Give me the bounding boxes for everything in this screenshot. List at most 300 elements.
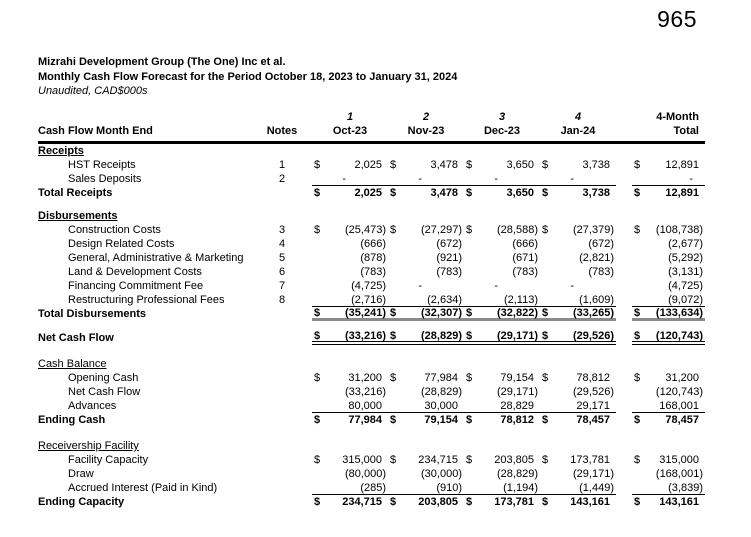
cell-value: (672) bbox=[588, 238, 614, 250]
cell-value: 30,000 bbox=[424, 399, 458, 412]
month-header: Dec-23 bbox=[483, 125, 521, 137]
dollar-sign: $ bbox=[634, 159, 641, 171]
total-cell bbox=[632, 467, 705, 481]
total-value: (4,725) bbox=[668, 280, 703, 292]
cell-value: (29,526) bbox=[573, 330, 614, 342]
month-cell bbox=[464, 467, 540, 481]
label-column-header: Cash Flow Month End bbox=[38, 125, 153, 137]
dollar-sign: $ bbox=[314, 414, 321, 426]
dollar-sign: $ bbox=[542, 330, 549, 342]
dollar-sign: $ bbox=[466, 306, 473, 319]
month-cell bbox=[540, 293, 616, 307]
row-label: Cash Balance bbox=[38, 358, 107, 370]
month-cell bbox=[312, 209, 388, 223]
month-cell bbox=[540, 481, 616, 495]
cell-value: (30,000) bbox=[421, 468, 462, 480]
cell-value: - bbox=[494, 172, 498, 185]
dollar-sign: $ bbox=[314, 224, 321, 236]
month-cell bbox=[312, 144, 388, 158]
cell-value: (783) bbox=[436, 266, 462, 278]
month-cell bbox=[464, 158, 540, 172]
month-cell bbox=[464, 186, 540, 200]
month-header: Jan-24 bbox=[560, 125, 596, 137]
month-cell bbox=[540, 209, 616, 223]
cell-value: (666) bbox=[360, 238, 386, 250]
cell-value: (2,634) bbox=[427, 293, 462, 306]
cell-value: 234,715 bbox=[342, 496, 382, 508]
report-header bbox=[38, 55, 457, 99]
table-row bbox=[38, 439, 705, 453]
month-cell bbox=[388, 265, 464, 279]
row-label: Construction Costs bbox=[68, 224, 161, 236]
cell-value: (32,307) bbox=[421, 306, 462, 319]
cell-value: 2,025 bbox=[354, 187, 382, 199]
dollar-sign: $ bbox=[390, 330, 397, 342]
row-label: Opening Cash bbox=[68, 372, 139, 384]
month-cell bbox=[388, 453, 464, 467]
cell-value: (28,829) bbox=[421, 386, 462, 398]
month-cell bbox=[464, 453, 540, 467]
total-cell bbox=[632, 279, 705, 293]
row-label: Receivership Facility bbox=[38, 440, 139, 452]
dollar-sign: $ bbox=[634, 454, 641, 466]
month-cell bbox=[312, 172, 388, 186]
month-cell bbox=[388, 385, 464, 399]
row-label: Disbursements bbox=[38, 210, 118, 222]
cash-flow-table bbox=[38, 110, 705, 509]
cell-value: 78,812 bbox=[576, 372, 610, 384]
total-cell bbox=[632, 453, 705, 467]
total-header-top: 4-Month bbox=[656, 111, 699, 123]
total-value: (3,839) bbox=[668, 481, 703, 494]
total-cell bbox=[632, 481, 705, 495]
table-row bbox=[38, 186, 705, 200]
month-cell bbox=[540, 158, 616, 172]
month-cell bbox=[388, 399, 464, 413]
month-cell bbox=[312, 279, 388, 293]
month-cell bbox=[312, 307, 388, 321]
cell-value: (29,171) bbox=[497, 330, 538, 342]
month-cell bbox=[464, 237, 540, 251]
total-header-bottom: Total bbox=[673, 125, 699, 137]
cell-value: 2,025 bbox=[354, 159, 382, 171]
month-cell bbox=[312, 399, 388, 413]
row-label: Advances bbox=[68, 400, 117, 412]
month-cell bbox=[464, 223, 540, 237]
total-cell bbox=[632, 237, 705, 251]
row-label: Total Disbursements bbox=[38, 308, 146, 320]
note-number: 8 bbox=[278, 294, 286, 306]
cell-value: (910) bbox=[436, 481, 462, 494]
total-value: 143,161 bbox=[659, 496, 699, 508]
table-row bbox=[38, 467, 705, 481]
cell-value: 203,805 bbox=[494, 454, 534, 466]
cell-value: - bbox=[342, 172, 346, 185]
cell-value: (1,449) bbox=[579, 481, 614, 494]
month-cell bbox=[312, 293, 388, 307]
column-gap bbox=[616, 467, 632, 481]
dollar-sign: $ bbox=[542, 372, 549, 384]
cell-value: - bbox=[570, 172, 574, 185]
cell-value: 28,829 bbox=[500, 399, 534, 412]
total-value: (133,634) bbox=[655, 306, 703, 319]
page-number: 965 bbox=[657, 6, 697, 32]
total-cell bbox=[632, 495, 705, 509]
cell-value: 234,715 bbox=[418, 454, 458, 466]
dollar-sign: $ bbox=[634, 372, 641, 384]
month-cell bbox=[388, 331, 464, 345]
notes-column-header: Notes bbox=[266, 125, 298, 137]
total-value: (3,131) bbox=[668, 266, 703, 278]
cell-value: (672) bbox=[436, 238, 462, 250]
note-number: 5 bbox=[278, 252, 286, 264]
cell-value: 315,000 bbox=[342, 454, 382, 466]
cell-value: - bbox=[418, 172, 422, 185]
row-label: Design Related Costs bbox=[68, 238, 175, 250]
cell-value: - bbox=[570, 280, 574, 292]
row-label: Sales Deposits bbox=[68, 173, 142, 185]
cell-value: 31,200 bbox=[348, 372, 382, 384]
cell-value: 3,478 bbox=[430, 187, 458, 199]
cell-value: (27,297) bbox=[421, 224, 462, 236]
dollar-sign: $ bbox=[466, 159, 473, 171]
month-cell bbox=[464, 413, 540, 427]
month-cell bbox=[312, 371, 388, 385]
month-cell bbox=[464, 495, 540, 509]
dollar-sign: $ bbox=[634, 330, 641, 342]
row-label: Net Cash Flow bbox=[68, 386, 141, 398]
table-row bbox=[38, 158, 705, 172]
total-value: - bbox=[689, 172, 693, 185]
cell-value: (4,725) bbox=[351, 280, 386, 292]
cell-value: (1,609) bbox=[579, 293, 614, 306]
total-cell bbox=[632, 371, 705, 385]
dollar-sign: $ bbox=[634, 496, 641, 508]
cell-value: (80,000) bbox=[345, 468, 386, 480]
total-cell bbox=[632, 413, 705, 427]
month-header: Oct-23 bbox=[332, 125, 368, 137]
total-cell bbox=[632, 439, 705, 453]
month-cell bbox=[540, 237, 616, 251]
total-value: 12,891 bbox=[665, 187, 699, 199]
cell-value: (29,171) bbox=[497, 386, 538, 398]
cell-value: - bbox=[418, 280, 422, 292]
month-cell bbox=[312, 265, 388, 279]
month-cell bbox=[388, 158, 464, 172]
column-gap bbox=[616, 209, 632, 223]
total-cell bbox=[632, 265, 705, 279]
column-gap bbox=[616, 158, 632, 172]
period-number-row bbox=[38, 110, 705, 124]
note-number: 7 bbox=[278, 280, 286, 292]
total-cell bbox=[632, 307, 705, 321]
month-cell bbox=[312, 186, 388, 200]
note-number: 2 bbox=[278, 173, 286, 185]
month-cell bbox=[464, 439, 540, 453]
month-cell bbox=[464, 144, 540, 158]
total-value: 31,200 bbox=[665, 372, 699, 384]
table-row bbox=[38, 413, 705, 427]
total-cell bbox=[632, 223, 705, 237]
month-cell bbox=[464, 293, 540, 307]
month-cell bbox=[312, 385, 388, 399]
dollar-sign: $ bbox=[634, 414, 641, 426]
dollar-sign: $ bbox=[466, 372, 473, 384]
total-cell bbox=[632, 357, 705, 371]
dollar-sign: $ bbox=[466, 330, 473, 342]
table-row bbox=[38, 371, 705, 385]
month-cell bbox=[312, 481, 388, 495]
month-cell bbox=[464, 209, 540, 223]
month-cell bbox=[312, 158, 388, 172]
table-row bbox=[38, 399, 705, 413]
column-gap bbox=[616, 172, 632, 186]
table-row bbox=[38, 495, 705, 509]
cell-value: 79,154 bbox=[424, 414, 458, 426]
dollar-sign: $ bbox=[542, 496, 549, 508]
month-cell bbox=[388, 186, 464, 200]
column-gap bbox=[616, 399, 632, 413]
month-cell bbox=[540, 186, 616, 200]
row-label: Land & Development Costs bbox=[68, 266, 202, 278]
table-row bbox=[38, 251, 705, 265]
total-value: 315,000 bbox=[659, 454, 699, 466]
column-gap bbox=[616, 481, 632, 495]
total-value: (108,738) bbox=[655, 224, 703, 236]
row-label: Accrued Interest (Paid in Kind) bbox=[68, 482, 218, 494]
month-cell bbox=[388, 371, 464, 385]
total-value: 78,457 bbox=[665, 414, 699, 426]
dollar-sign: $ bbox=[542, 159, 549, 171]
table-row bbox=[38, 481, 705, 495]
dollar-sign: $ bbox=[634, 187, 641, 199]
row-label: Facility Capacity bbox=[68, 454, 149, 466]
total-value: 168,001 bbox=[659, 399, 699, 412]
month-cell bbox=[312, 331, 388, 345]
cell-value: 77,984 bbox=[348, 414, 382, 426]
month-cell bbox=[312, 223, 388, 237]
table-body bbox=[38, 144, 705, 509]
month-cell bbox=[312, 413, 388, 427]
column-gap bbox=[616, 413, 632, 427]
month-cell bbox=[464, 371, 540, 385]
month-cell bbox=[388, 357, 464, 371]
cell-value: 173,781 bbox=[494, 496, 534, 508]
total-cell bbox=[632, 172, 705, 186]
column-gap bbox=[616, 251, 632, 265]
dollar-sign: $ bbox=[542, 224, 549, 236]
row-label: Total Receipts bbox=[38, 187, 113, 199]
table-row bbox=[38, 357, 705, 371]
cell-value: (783) bbox=[512, 266, 538, 278]
month-cell bbox=[312, 237, 388, 251]
month-cell bbox=[540, 371, 616, 385]
row-label: Draw bbox=[68, 468, 94, 480]
dollar-sign: $ bbox=[634, 306, 641, 319]
cell-value: - bbox=[494, 280, 498, 292]
month-cell bbox=[540, 251, 616, 265]
period-number: 3 bbox=[498, 111, 506, 123]
dollar-sign: $ bbox=[390, 496, 397, 508]
month-cell bbox=[540, 144, 616, 158]
table-row bbox=[38, 331, 705, 345]
dollar-sign: $ bbox=[314, 159, 321, 171]
month-cell bbox=[388, 144, 464, 158]
row-label: General, Administrative & Marketing bbox=[68, 252, 244, 264]
column-gap bbox=[616, 371, 632, 385]
cell-value: (32,822) bbox=[497, 306, 538, 319]
cell-value: 3,738 bbox=[582, 159, 610, 171]
month-cell bbox=[388, 439, 464, 453]
dollar-sign: $ bbox=[390, 159, 397, 171]
dollar-sign: $ bbox=[390, 372, 397, 384]
period-number: 1 bbox=[346, 111, 354, 123]
dollar-sign: $ bbox=[542, 414, 549, 426]
month-cell bbox=[388, 172, 464, 186]
cell-value: 78,812 bbox=[500, 414, 534, 426]
dollar-sign: $ bbox=[466, 224, 473, 236]
total-value: (2,677) bbox=[668, 238, 703, 250]
month-cell bbox=[540, 223, 616, 237]
total-value: (9,072) bbox=[668, 293, 703, 306]
month-cell bbox=[464, 307, 540, 321]
month-cell bbox=[540, 331, 616, 345]
row-label: Receipts bbox=[38, 145, 84, 157]
dollar-sign: $ bbox=[634, 224, 641, 236]
cell-value: (29,526) bbox=[573, 386, 614, 398]
column-gap bbox=[616, 385, 632, 399]
dollar-sign: $ bbox=[390, 414, 397, 426]
cell-value: 29,171 bbox=[576, 399, 610, 412]
column-gap bbox=[616, 495, 632, 509]
total-cell bbox=[632, 186, 705, 200]
note-number: 1 bbox=[278, 159, 286, 171]
cell-value: 3,650 bbox=[506, 159, 534, 171]
total-value: 12,891 bbox=[665, 159, 699, 171]
month-cell bbox=[388, 307, 464, 321]
dollar-sign: $ bbox=[314, 454, 321, 466]
month-cell bbox=[388, 251, 464, 265]
dollar-sign: $ bbox=[466, 414, 473, 426]
table-row bbox=[38, 279, 705, 293]
cell-value: (28,588) bbox=[497, 224, 538, 236]
month-cell bbox=[464, 481, 540, 495]
column-gap bbox=[616, 186, 632, 200]
cell-value: (671) bbox=[512, 252, 538, 264]
month-cell bbox=[464, 399, 540, 413]
company-name: Mizrahi Development Group (The One) Inc et al. bbox=[38, 56, 286, 68]
month-cell bbox=[312, 495, 388, 509]
dollar-sign: $ bbox=[314, 187, 321, 199]
cell-value: 143,161 bbox=[570, 496, 610, 508]
cell-value: (29,171) bbox=[573, 468, 614, 480]
month-cell bbox=[540, 399, 616, 413]
period-number: 2 bbox=[422, 111, 430, 123]
row-label: Financing Commitment Fee bbox=[68, 280, 204, 292]
cell-value: (35,241) bbox=[345, 306, 386, 319]
total-value: (120,743) bbox=[655, 330, 703, 342]
month-cell bbox=[464, 331, 540, 345]
row-label: Restructuring Professional Fees bbox=[68, 294, 225, 306]
total-cell bbox=[632, 251, 705, 265]
month-cell bbox=[540, 467, 616, 481]
cell-value: (2,113) bbox=[503, 293, 538, 306]
month-header: Nov-23 bbox=[407, 125, 445, 137]
cell-value: (33,216) bbox=[345, 330, 386, 342]
row-label: Net Cash Flow bbox=[38, 332, 114, 344]
month-cell bbox=[464, 251, 540, 265]
note-number: 6 bbox=[278, 266, 286, 278]
column-gap bbox=[616, 110, 632, 124]
dollar-sign: $ bbox=[466, 496, 473, 508]
dollar-sign: $ bbox=[390, 306, 397, 319]
cell-value: 79,154 bbox=[500, 372, 534, 384]
column-gap bbox=[616, 124, 632, 138]
cell-value: (921) bbox=[436, 252, 462, 264]
month-cell bbox=[388, 237, 464, 251]
month-cell bbox=[540, 307, 616, 321]
month-cell bbox=[540, 279, 616, 293]
cell-value: (33,265) bbox=[573, 306, 614, 319]
month-cell bbox=[464, 172, 540, 186]
cell-value: 77,984 bbox=[424, 372, 458, 384]
month-cell bbox=[540, 439, 616, 453]
month-cell bbox=[540, 453, 616, 467]
table-row bbox=[38, 144, 705, 158]
cell-value: (783) bbox=[360, 266, 386, 278]
cell-value: (666) bbox=[512, 238, 538, 250]
month-cell bbox=[540, 495, 616, 509]
total-cell bbox=[632, 399, 705, 413]
row-label: HST Receipts bbox=[68, 159, 136, 171]
table-row bbox=[38, 265, 705, 279]
total-value: (120,743) bbox=[655, 386, 703, 398]
row-label: Ending Cash bbox=[38, 414, 106, 426]
cell-value: (33,216) bbox=[345, 386, 386, 398]
table-row bbox=[38, 307, 705, 321]
total-cell bbox=[632, 385, 705, 399]
dollar-sign: $ bbox=[542, 306, 549, 319]
report-subtitle: Unaudited, CAD$000s bbox=[38, 85, 148, 97]
row-label: Ending Capacity bbox=[38, 496, 125, 508]
dollar-sign: $ bbox=[542, 187, 549, 199]
table-row bbox=[38, 453, 705, 467]
month-cell bbox=[540, 265, 616, 279]
month-cell bbox=[464, 279, 540, 293]
total-cell bbox=[632, 144, 705, 158]
dollar-sign: $ bbox=[314, 330, 321, 342]
column-gap bbox=[616, 223, 632, 237]
month-cell bbox=[464, 385, 540, 399]
cell-value: (285) bbox=[360, 481, 386, 494]
month-cell bbox=[464, 265, 540, 279]
total-value: (168,001) bbox=[655, 468, 703, 480]
column-gap bbox=[616, 357, 632, 371]
column-gap bbox=[616, 331, 632, 345]
table-row bbox=[38, 223, 705, 237]
dollar-sign: $ bbox=[466, 454, 473, 466]
cell-value: (783) bbox=[588, 266, 614, 278]
column-gap bbox=[616, 453, 632, 467]
total-cell bbox=[632, 331, 705, 345]
dollar-sign: $ bbox=[390, 187, 397, 199]
cell-value: (2,821) bbox=[579, 252, 614, 264]
cell-value: 78,457 bbox=[576, 414, 610, 426]
table-row bbox=[38, 237, 705, 251]
table-row bbox=[38, 209, 705, 223]
column-gap bbox=[616, 237, 632, 251]
dollar-sign: $ bbox=[314, 496, 321, 508]
